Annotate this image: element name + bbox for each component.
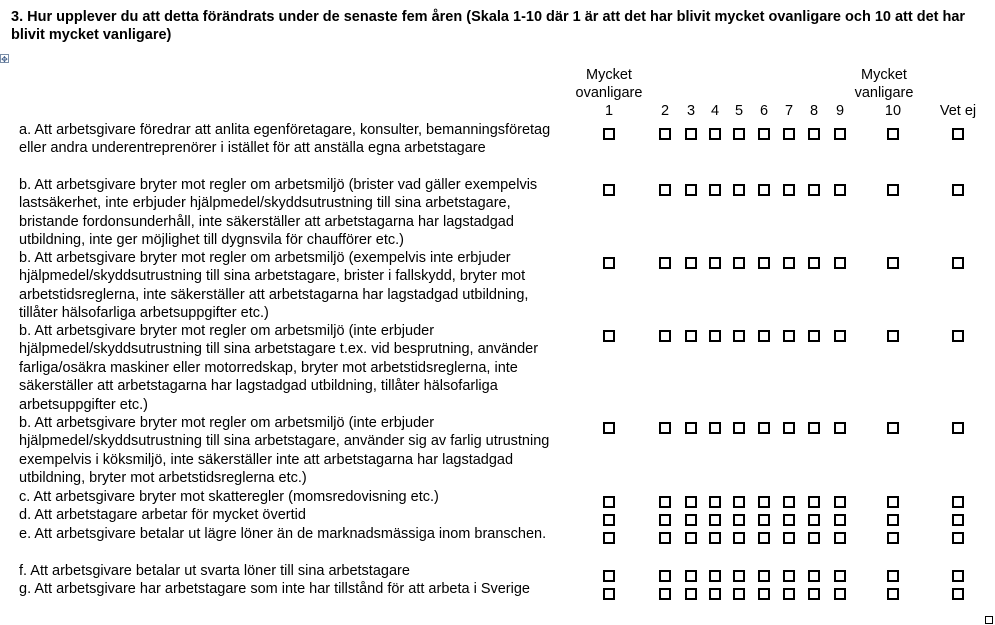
rating-checkbox-1[interactable]: [603, 128, 615, 140]
rating-checkbox-9[interactable]: [834, 532, 846, 544]
rating-checkbox-5[interactable]: [733, 496, 745, 508]
rating-checkbox-3[interactable]: [685, 588, 697, 600]
rating-checkbox-3[interactable]: [685, 330, 697, 342]
rating-checkbox-11[interactable]: [952, 588, 964, 600]
question-heading: 3. Hur upplever du att detta förändrats under de senaste fem åren (Skala 1-10 där 1 är att det har blivit mycket ovanligare och 10 att det har blivit mycket vanligare): [11, 9, 966, 43]
rating-checkbox-11[interactable]: [952, 257, 964, 269]
rating-checkbox-3[interactable]: [685, 532, 697, 544]
rating-checkbox-1[interactable]: [603, 570, 615, 582]
rating-checkbox-6[interactable]: [758, 257, 770, 269]
rating-checkbox-2[interactable]: [659, 570, 671, 582]
rating-checkbox-5[interactable]: [733, 330, 745, 342]
rating-checkbox-9[interactable]: [834, 588, 846, 600]
row-label: b. Att arbetsgivare bryter mot regler om arbetsmiljö (brister vad gäller exempelvis lastsäkerhet, inte erbjuder hjälpmedel/skyddsutrustning till sina arbetstagare, bristande fordonsunderhåll, inte säkerställer att arbetstagarna har lagstadgad utbildning, inte ger möjlighet till dygnsvila för chaufförer etc.): [19, 177, 538, 249]
header-low-anchor: [567, 66, 651, 102]
rating-checkbox-2[interactable]: [659, 330, 671, 342]
rating-checkbox-10[interactable]: [887, 570, 899, 582]
rating-checkbox-5[interactable]: [733, 588, 745, 600]
rating-checkbox-8[interactable]: [808, 588, 820, 600]
rating-checkbox-3[interactable]: [685, 257, 697, 269]
rating-checkbox-7[interactable]: [783, 514, 795, 526]
rating-checkbox-4[interactable]: [709, 128, 721, 140]
rating-checkbox-1[interactable]: [603, 257, 615, 269]
rating-checkbox-8[interactable]: [808, 532, 820, 544]
document-end-marker: [985, 616, 993, 624]
rating-checkbox-10[interactable]: [887, 532, 899, 544]
rating-checkbox-1[interactable]: [603, 496, 615, 508]
row-label: b. Att arbetsgivare bryter mot regler om arbetsmiljö (inte erbjuder hjälpmedel/skyddsutrustning till sina arbetstagare t.ex. vid besprutning, använder farliga/osäkra maskiner eller motorredskap, bryter mot arbetstidsreglerna, inte säkerställer att arbetstagarna har lagstadgad utbildning, tillåter hälsofarliga arbetsuppgifter etc.): [19, 323, 539, 413]
header-low-line1: Mycket: [586, 67, 632, 83]
rating-checkbox-7[interactable]: [783, 532, 795, 544]
rating-checkbox-9[interactable]: [834, 128, 846, 140]
scale-label-5: 5: [734, 103, 744, 119]
rating-checkbox-7[interactable]: [783, 257, 795, 269]
rating-checkbox-3[interactable]: [685, 184, 697, 196]
scale-label-6: 6: [759, 103, 769, 119]
rating-checkbox-4[interactable]: [709, 184, 721, 196]
rating-checkbox-9[interactable]: [834, 570, 846, 582]
rating-checkbox-9[interactable]: [834, 330, 846, 342]
rating-checkbox-2[interactable]: [659, 128, 671, 140]
scale-label-1: 1: [604, 103, 614, 119]
rating-checkbox-5[interactable]: [733, 257, 745, 269]
header-low-line2: ovanligare: [575, 85, 643, 101]
rating-checkbox-7[interactable]: [783, 422, 795, 434]
rating-checkbox-6[interactable]: [758, 422, 770, 434]
rating-checkbox-8[interactable]: [808, 570, 820, 582]
rating-checkbox-4[interactable]: [709, 330, 721, 342]
rating-checkbox-1[interactable]: [603, 422, 615, 434]
rating-checkbox-5[interactable]: [733, 128, 745, 140]
rating-checkbox-8[interactable]: [808, 514, 820, 526]
move-cross-icon[interactable]: ✥: [1, 55, 8, 64]
rating-checkbox-6[interactable]: [758, 532, 770, 544]
rating-checkbox-6[interactable]: [758, 514, 770, 526]
rating-checkbox-5[interactable]: [733, 184, 745, 196]
rating-checkbox-11[interactable]: [952, 496, 964, 508]
rating-checkbox-1[interactable]: [603, 588, 615, 600]
scale-label-2: 2: [660, 103, 670, 119]
rating-checkbox-11[interactable]: [952, 128, 964, 140]
rating-checkbox-11[interactable]: [952, 330, 964, 342]
rating-checkbox-10[interactable]: [887, 422, 899, 434]
rating-checkbox-7[interactable]: [783, 588, 795, 600]
rating-checkbox-3[interactable]: [685, 128, 697, 140]
rating-checkbox-1[interactable]: [603, 514, 615, 526]
rating-checkbox-4[interactable]: [709, 532, 721, 544]
rating-checkbox-10[interactable]: [887, 330, 899, 342]
rating-checkbox-7[interactable]: [783, 128, 795, 140]
scale-label-9: 9: [835, 103, 845, 119]
rating-checkbox-10[interactable]: [887, 588, 899, 600]
rating-checkbox-2[interactable]: [659, 257, 671, 269]
rating-checkbox-2[interactable]: [659, 184, 671, 196]
rating-checkbox-8[interactable]: [808, 330, 820, 342]
rating-checkbox-11[interactable]: [952, 532, 964, 544]
header-high-line1: Mycket: [861, 67, 907, 83]
rating-checkbox-8[interactable]: [808, 422, 820, 434]
rating-checkbox-11[interactable]: [952, 422, 964, 434]
rating-checkbox-10[interactable]: [887, 257, 899, 269]
row-label: d. Att arbetstagare arbetar för mycket övertid: [19, 507, 306, 523]
row-label: a. Att arbetsgivare föredrar att anlita egenföretagare, konsulter, bemanningsföretag eller andra underentreprenörer i istället för att anställa egna arbetstagare: [19, 122, 551, 157]
row-label: b. Att arbetsgivare bryter mot regler om arbetsmiljö (inte erbjuder hjälpmedel/skyddsutrustning till sina arbetstagare, använder sig av farlig utrustning exempelvis i köksmiljö, inte säkerställer inte att arbetstagarna har lagstadgad utbildning, bryter mot arbetstidsreglerna etc.): [19, 415, 550, 487]
scale-label-10: 10: [884, 103, 902, 119]
rating-checkbox-3[interactable]: [685, 570, 697, 582]
rating-checkbox-11[interactable]: [952, 570, 964, 582]
rating-checkbox-3[interactable]: [685, 496, 697, 508]
rating-checkbox-6[interactable]: [758, 588, 770, 600]
rating-checkbox-5[interactable]: [733, 422, 745, 434]
rating-checkbox-9[interactable]: [834, 514, 846, 526]
rating-checkbox-6[interactable]: [758, 128, 770, 140]
rating-checkbox-5[interactable]: [733, 514, 745, 526]
rating-checkbox-9[interactable]: [834, 496, 846, 508]
rating-checkbox-4[interactable]: [709, 257, 721, 269]
rating-checkbox-2[interactable]: [659, 496, 671, 508]
rating-checkbox-8[interactable]: [808, 128, 820, 140]
rating-checkbox-4[interactable]: [709, 588, 721, 600]
rating-checkbox-5[interactable]: [733, 532, 745, 544]
scale-label-8: 8: [809, 103, 819, 119]
rating-checkbox-7[interactable]: [783, 184, 795, 196]
header-high-anchor: [842, 66, 926, 102]
rating-checkbox-5[interactable]: [733, 570, 745, 582]
row-label: f. Att arbetsgivare betalar ut svarta löner till sina arbetstagare: [19, 563, 410, 579]
scale-label-4: 4: [710, 103, 720, 119]
rating-checkbox-11[interactable]: [952, 184, 964, 196]
rating-checkbox-4[interactable]: [709, 422, 721, 434]
rating-checkbox-7[interactable]: [783, 330, 795, 342]
rating-checkbox-4[interactable]: [709, 496, 721, 508]
rating-checkbox-3[interactable]: [685, 514, 697, 526]
scale-label-11: Vet ej: [939, 103, 977, 119]
rating-checkbox-1[interactable]: [603, 184, 615, 196]
row-label: c. Att arbetsgivare bryter mot skatteregler (momsredovisning etc.): [19, 489, 439, 505]
rating-checkbox-2[interactable]: [659, 532, 671, 544]
rating-checkbox-11[interactable]: [952, 514, 964, 526]
row-label: e. Att arbetsgivare betalar ut lägre löner än de marknadsmässiga inom branschen.: [19, 526, 547, 542]
rating-checkbox-8[interactable]: [808, 496, 820, 508]
rating-checkbox-9[interactable]: [834, 184, 846, 196]
rating-checkbox-10[interactable]: [887, 128, 899, 140]
rating-checkbox-6[interactable]: [758, 184, 770, 196]
rating-checkbox-4[interactable]: [709, 514, 721, 526]
scale-label-3: 3: [686, 103, 696, 119]
rating-checkbox-3[interactable]: [685, 422, 697, 434]
rating-checkbox-10[interactable]: [887, 514, 899, 526]
rating-checkbox-2[interactable]: [659, 514, 671, 526]
rating-checkbox-9[interactable]: [834, 257, 846, 269]
rating-checkbox-7[interactable]: [783, 570, 795, 582]
rating-checkbox-2[interactable]: [659, 422, 671, 434]
row-label: b. Att arbetsgivare bryter mot regler om arbetsmiljö (exempelvis inte erbjuder hjälpmedel/skyddsutrustning till sina arbetstagare, brister i fallskydd, bryter mot arbetstidsreglerna, inte säkerställer att arbetstagarna har lagstadgad utbildning, tillåter hälsofarliga arbetsuppgifter etc.): [19, 250, 529, 322]
header-high-line2: vanligare: [854, 85, 914, 101]
scale-label-7: 7: [784, 103, 794, 119]
rating-checkbox-8[interactable]: [808, 257, 820, 269]
rating-checkbox-6[interactable]: [758, 496, 770, 508]
rating-checkbox-6[interactable]: [758, 570, 770, 582]
rating-checkbox-9[interactable]: [834, 422, 846, 434]
rating-checkbox-10[interactable]: [887, 496, 899, 508]
rating-checkbox-2[interactable]: [659, 588, 671, 600]
rating-checkbox-1[interactable]: [603, 330, 615, 342]
rating-checkbox-7[interactable]: [783, 496, 795, 508]
rating-checkbox-6[interactable]: [758, 330, 770, 342]
rating-checkbox-1[interactable]: [603, 532, 615, 544]
rating-checkbox-8[interactable]: [808, 184, 820, 196]
rating-checkbox-10[interactable]: [887, 184, 899, 196]
rating-checkbox-4[interactable]: [709, 570, 721, 582]
row-label: g. Att arbetsgivare har arbetstagare som inte har tillstånd för att arbeta i Sverige: [19, 581, 530, 597]
